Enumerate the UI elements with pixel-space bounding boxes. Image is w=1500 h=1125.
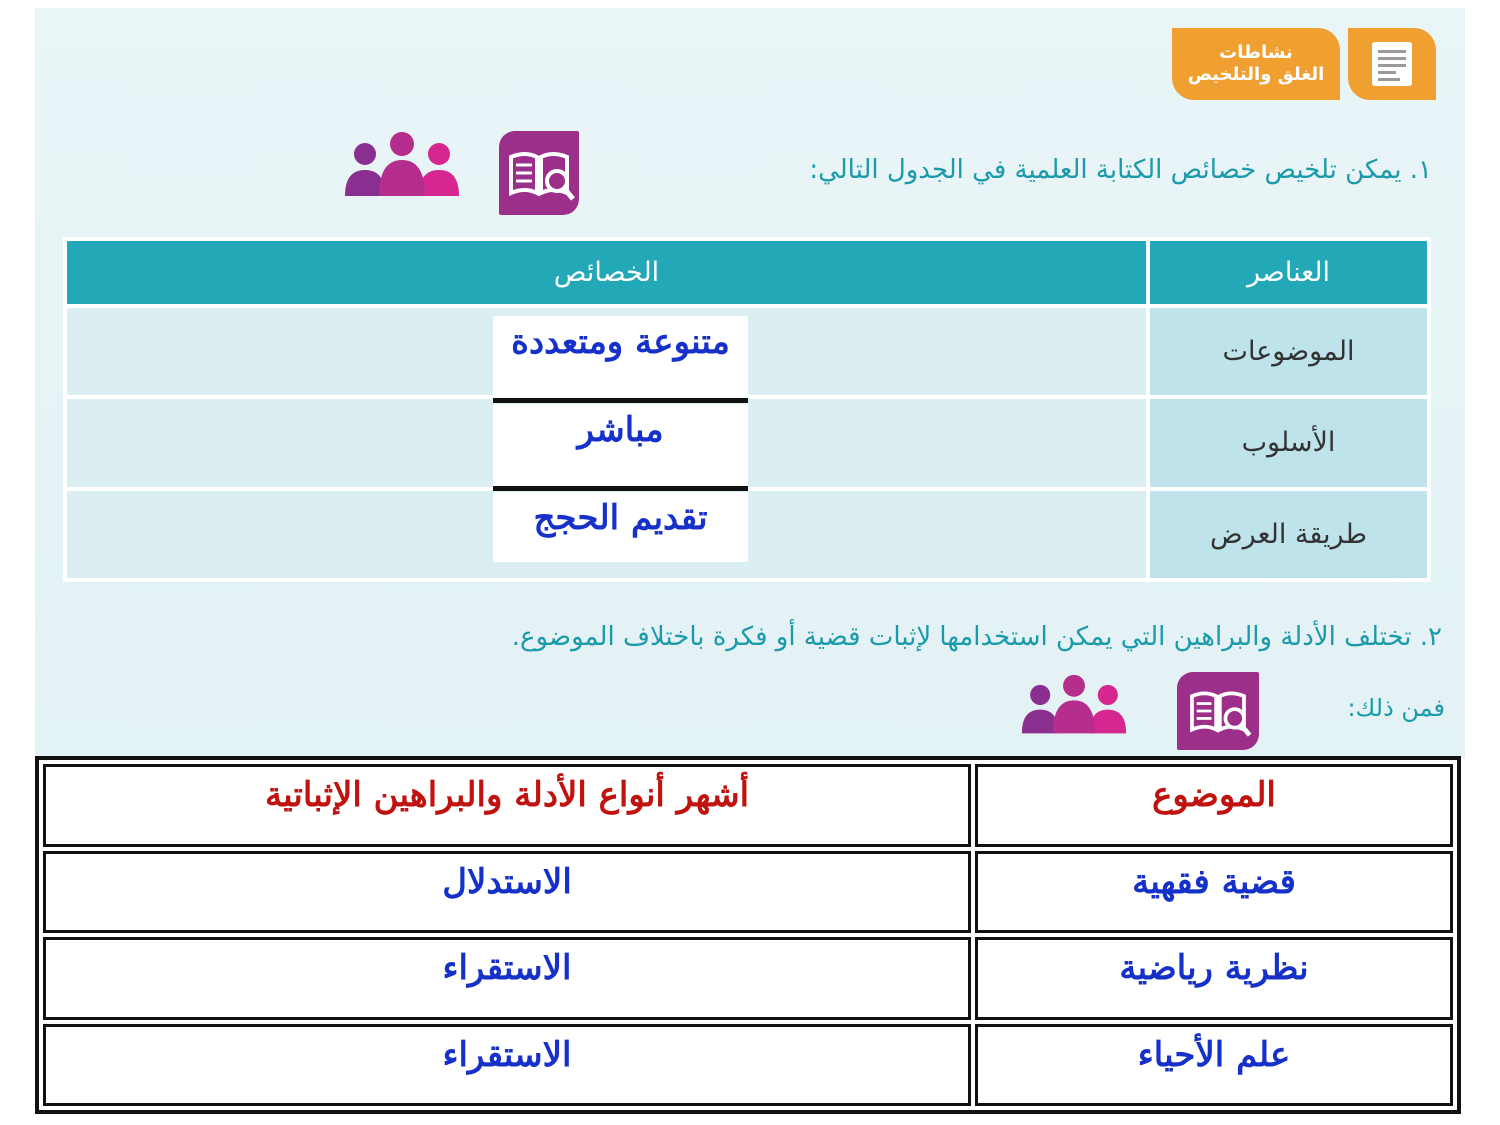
table-header-row <box>43 764 1453 847</box>
answer-text: مباشر <box>493 404 748 486</box>
evidence-table-grid <box>39 760 1457 1110</box>
table-row <box>43 1024 1453 1107</box>
answer-text: متنوعة ومتعددة <box>493 316 748 398</box>
table-header-row <box>67 241 1427 304</box>
question-2-sub: فمن ذلك: <box>1347 694 1445 722</box>
badge-line-2: الغلق والتلخيص <box>1187 64 1325 85</box>
group-icon <box>343 130 461 200</box>
topic-cell: قضية فقهية <box>975 851 1453 934</box>
evidence-cell: الاستقراء <box>43 1024 971 1107</box>
divider <box>493 398 748 403</box>
document-icon <box>1372 42 1412 86</box>
section-badge <box>1172 28 1340 100</box>
header-characteristics: الخصائص <box>67 241 1146 304</box>
topic-cell: نظرية رياضية <box>975 937 1453 1020</box>
element-cell: طريقة العرض <box>1150 491 1427 579</box>
element-cell: الموضوعات <box>1150 308 1427 396</box>
evidence-cell: الاستقراء <box>43 937 971 1020</box>
answer-text: تقديم الحجج <box>493 492 748 562</box>
evidence-cell: الاستدلال <box>43 851 971 934</box>
group-icon <box>1015 673 1133 743</box>
book-search-icon <box>1177 672 1259 750</box>
header-topic: الموضوع <box>975 764 1453 847</box>
badge-icon-box <box>1348 28 1436 100</box>
question-1: ١. يمكن تلخيص خصائص الكتابة العلمية في الجدول التالي: <box>809 155 1432 185</box>
table-row <box>43 937 1453 1020</box>
header-elements: العناصر <box>1150 241 1427 304</box>
table-row <box>43 851 1453 934</box>
badge-line-1: نشاطات <box>1219 42 1293 63</box>
topic-cell: علم الأحياء <box>975 1024 1453 1107</box>
element-cell: الأسلوب <box>1150 399 1427 487</box>
divider <box>493 486 748 491</box>
evidence-table <box>35 756 1461 1114</box>
book-search-icon <box>499 131 579 215</box>
question-2: ٢. تختلف الأدلة والبراهين التي يمكن استخدامها لإثبات قضية أو فكرة باختلاف الموضوع. <box>511 622 1442 652</box>
header-evidence-types: أشهر أنواع الأدلة والبراهين الإثباتية <box>43 764 971 847</box>
